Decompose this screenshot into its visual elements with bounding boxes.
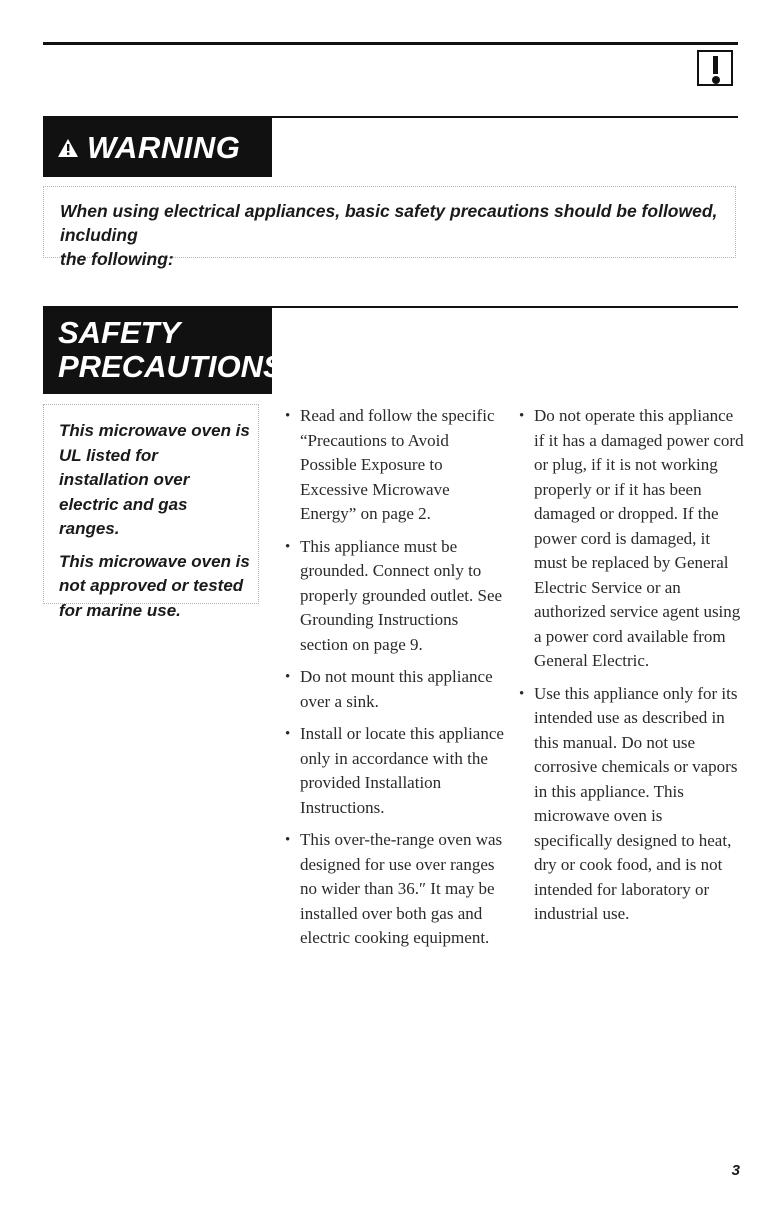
list-item-text: Do not operate this appliance if it has a damaged power cord or plug, if it is not working properly or if it has been damaged or dropped. If the power cord is damaged, it must be replaced by General Electric Service or an authorized service agent using a power cord available from General Electric.	[534, 406, 744, 670]
bullet-icon: •	[285, 832, 291, 848]
warning-intro-line2: the following:	[60, 249, 174, 269]
list-item	[285, 665, 507, 714]
list-item-text: Use this appliance only for its intended use as described in this manual. Do not use corrosive chemicals or vapors in this appliance. This microwave oven is specifically designed to heat, dry or cook food, and is not intended for laboratory or industrial use.	[534, 683, 738, 923]
list-item	[285, 722, 507, 820]
precautions-column-2	[519, 404, 744, 935]
warning-title: WARNING	[87, 129, 241, 165]
side-note-para1: This microwave oven is UL listed for installation over electric and gas ranges.	[59, 421, 250, 538]
list-item-text: This over-the-range oven was designed for use over ranges no wider than 36.″ It may be installed over both gas and electric cooking equipment.	[300, 830, 503, 947]
list-item	[285, 828, 507, 951]
bullet-icon: •	[285, 408, 291, 424]
list-item	[285, 404, 507, 527]
list-item-text: Read and follow the specific “Precautions to Avoid Possible Exposure to Excessive Microwave Energy” on page 2.	[300, 406, 495, 523]
bullet-icon: •	[285, 538, 291, 555]
warning-heading	[43, 118, 272, 177]
safety-title-line1: SAFETY	[58, 315, 181, 350]
exclamation-icon	[697, 50, 733, 86]
list-item	[519, 404, 744, 674]
side-note	[43, 404, 259, 620]
list-item	[519, 682, 744, 927]
safety-heading	[43, 308, 284, 394]
top-rule	[43, 42, 738, 45]
side-note-para2: This microwave oven is not approved or tested for marine use.	[59, 551, 250, 620]
list-item	[285, 535, 507, 658]
bullet-icon: •	[285, 669, 291, 685]
bullet-icon: •	[519, 408, 525, 424]
bullet-icon: •	[285, 726, 291, 742]
precautions-column-1	[285, 404, 507, 959]
list-item-text: This appliance must be grounded. Connect only to properly grounded outlet. See Grounding Instructions section on page 9.	[300, 536, 503, 654]
warning-intro-line1: When using electrical appliances, basic safety precautions should be followed, including	[60, 201, 718, 245]
safety-title-line2: PRECAUTIONS	[58, 349, 284, 384]
list-item-text: Do not mount this appliance over a sink.	[300, 667, 493, 711]
bullet-icon: •	[519, 685, 525, 702]
list-item-text: Install or locate this appliance only in accordance with the provided Installation Instructions.	[300, 724, 504, 817]
warning-triangle-icon	[57, 138, 79, 158]
warning-intro	[43, 186, 736, 269]
page-number: 3	[731, 1162, 740, 1179]
